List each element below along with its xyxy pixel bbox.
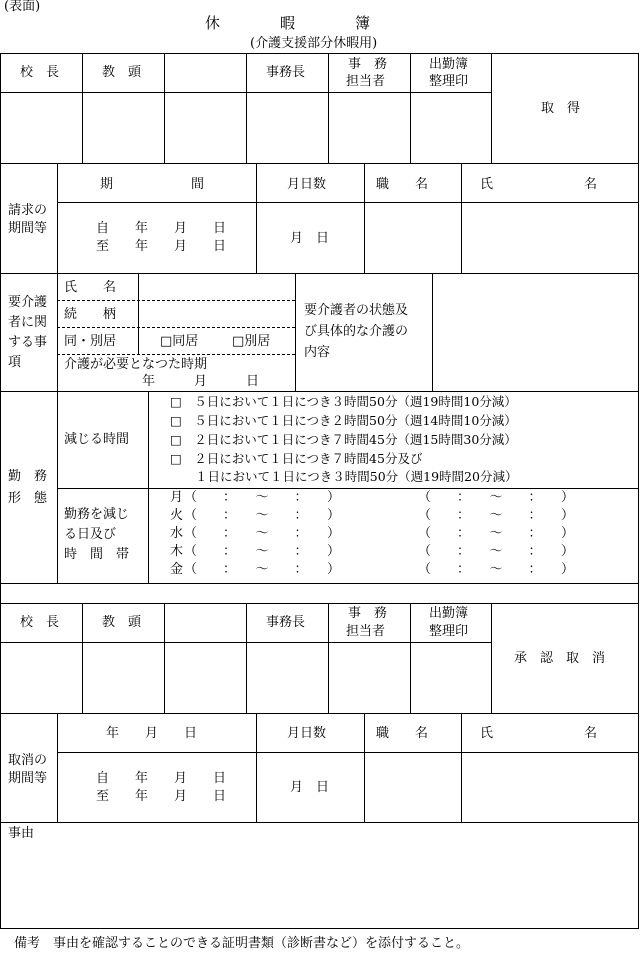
- side-label: (表面): [4, 0, 41, 14]
- thu-time-left[interactable]: （ ： 〜 ： ）: [184, 544, 341, 559]
- reduce-option-1[interactable]: □ ５日において１日につき３時間50分（週19時間10分減）: [170, 394, 517, 409]
- reduce-label: 減じる時間: [64, 432, 130, 447]
- reduce-option-4-cont: １日において１日につき３時間50分（週19時間20分減）: [170, 469, 518, 484]
- cancel-to: 至 年 月 日: [96, 789, 227, 804]
- header-clerk-2: 担当者: [346, 74, 386, 89]
- schedule-label-3: 時 間 帯: [64, 547, 130, 562]
- fri-time-right[interactable]: （ ： 〜 ： ）: [418, 562, 575, 577]
- header2-principal: 校 長: [20, 615, 60, 630]
- header-principal: 校 長: [20, 65, 60, 80]
- col2-name: 氏 名: [480, 726, 598, 741]
- thu-time-right[interactable]: （ ： 〜 ： ）: [418, 544, 575, 559]
- header-clerk-1: 事 務: [348, 57, 388, 72]
- col-title: 職 名: [376, 177, 429, 192]
- col-period: 期 間: [100, 177, 205, 192]
- header2-office-chief: 事務長: [266, 615, 306, 630]
- day-mon: 月: [170, 490, 184, 505]
- work-label-2: 形 態: [8, 491, 48, 506]
- mon-time-left[interactable]: （ ： 〜 ： ）: [184, 490, 341, 505]
- condition-label-3: 内容: [304, 345, 331, 360]
- acquire-label: 取 得: [541, 101, 581, 116]
- period-to: 至 年 月 日: [96, 239, 227, 254]
- reason-bottom-border: [0, 928, 638, 929]
- care-label-1: 要介護: [8, 295, 48, 310]
- page-subtitle: (介護支援部分休暇用): [250, 36, 378, 51]
- page-title: 休 暇 簿: [205, 14, 371, 32]
- cancel-label-1: 取消の: [8, 753, 48, 768]
- wed-time-right[interactable]: （ ： 〜 ： ）: [418, 526, 575, 541]
- days-value: 月 日: [290, 231, 330, 246]
- header-office-chief: 事務長: [266, 65, 306, 80]
- header-attendance-2: 整理印: [429, 74, 469, 89]
- wed-time-left[interactable]: （ ： 〜 ： ）: [184, 526, 341, 541]
- relation-label: 続 柄: [64, 307, 117, 322]
- request-label-2: 期間等: [8, 221, 48, 236]
- care-needed-label: 介護が必要となつた時期: [64, 357, 208, 372]
- request-label-1: 請求の: [8, 203, 48, 218]
- cohab-label: 同・別居: [64, 334, 117, 349]
- work-label-1: 勤 務: [8, 469, 48, 484]
- header2-clerk-1: 事 務: [348, 606, 388, 621]
- header-vice-principal: 教 頭: [102, 65, 142, 80]
- reduce-option-4[interactable]: □ ２日において１日につき７時間45分及び: [170, 451, 423, 466]
- cancel-days-value: 月 日: [290, 780, 330, 795]
- reduce-option-2[interactable]: □ ５日において１日につき２時間50分（週14時間10分減）: [170, 413, 517, 428]
- recipient-name-label: 氏 名: [64, 280, 117, 295]
- fri-time-left[interactable]: （ ： 〜 ： ）: [184, 562, 341, 577]
- mon-time-right[interactable]: （ ： 〜 ： ）: [418, 490, 575, 505]
- cohab-together-checkbox[interactable]: □同居: [160, 334, 199, 349]
- care-needed-date: 年 月 日: [142, 374, 260, 389]
- day-wed: 水: [170, 526, 184, 541]
- day-thu: 木: [170, 544, 184, 559]
- cancel-from: 自 年 月 日: [96, 771, 227, 786]
- header2-vice-principal: 教 頭: [102, 615, 142, 630]
- approve-cancel-label: 承 認 取 消: [514, 651, 606, 666]
- footer-note: 備考 事由を確認することのできる証明書類（診断書など）を添付すること。: [14, 936, 470, 951]
- col-days: 月日数: [287, 177, 327, 192]
- day-fri: 金: [170, 562, 184, 577]
- header2-attendance-1: 出勤簿: [429, 606, 469, 621]
- reduce-option-3[interactable]: □ ２日において１日につき７時間45分（週15時間30分減）: [170, 432, 517, 447]
- condition-label-1: 要介護者の状態及: [304, 303, 409, 318]
- header2-attendance-2: 整理印: [429, 624, 469, 639]
- col-name: 氏 名: [480, 177, 598, 192]
- cohab-separate-checkbox[interactable]: □別居: [232, 334, 271, 349]
- tue-time-right[interactable]: （ ： 〜 ： ）: [418, 508, 575, 523]
- header-attendance-1: 出勤簿: [429, 57, 469, 72]
- care-label-4: 項: [8, 355, 22, 370]
- condition-label-2: び具体的な介護の: [304, 324, 409, 339]
- col2-days: 月日数: [287, 726, 327, 741]
- col2-date: 年 月 日: [106, 726, 198, 741]
- schedule-label-2: る日及び: [64, 527, 117, 542]
- care-label-3: する事: [8, 335, 48, 350]
- schedule-label-1: 勤務を減じ: [64, 507, 130, 522]
- header2-clerk-2: 担当者: [346, 624, 386, 639]
- care-label-2: 者に関: [8, 315, 48, 330]
- tue-time-left[interactable]: （ ： 〜 ： ）: [184, 508, 341, 523]
- reason-label: 事由: [8, 826, 35, 841]
- cancel-label-2: 期間等: [8, 771, 48, 786]
- day-tue: 火: [170, 508, 184, 523]
- period-from: 自 年 月 日: [96, 221, 227, 236]
- col2-title: 職 名: [376, 726, 429, 741]
